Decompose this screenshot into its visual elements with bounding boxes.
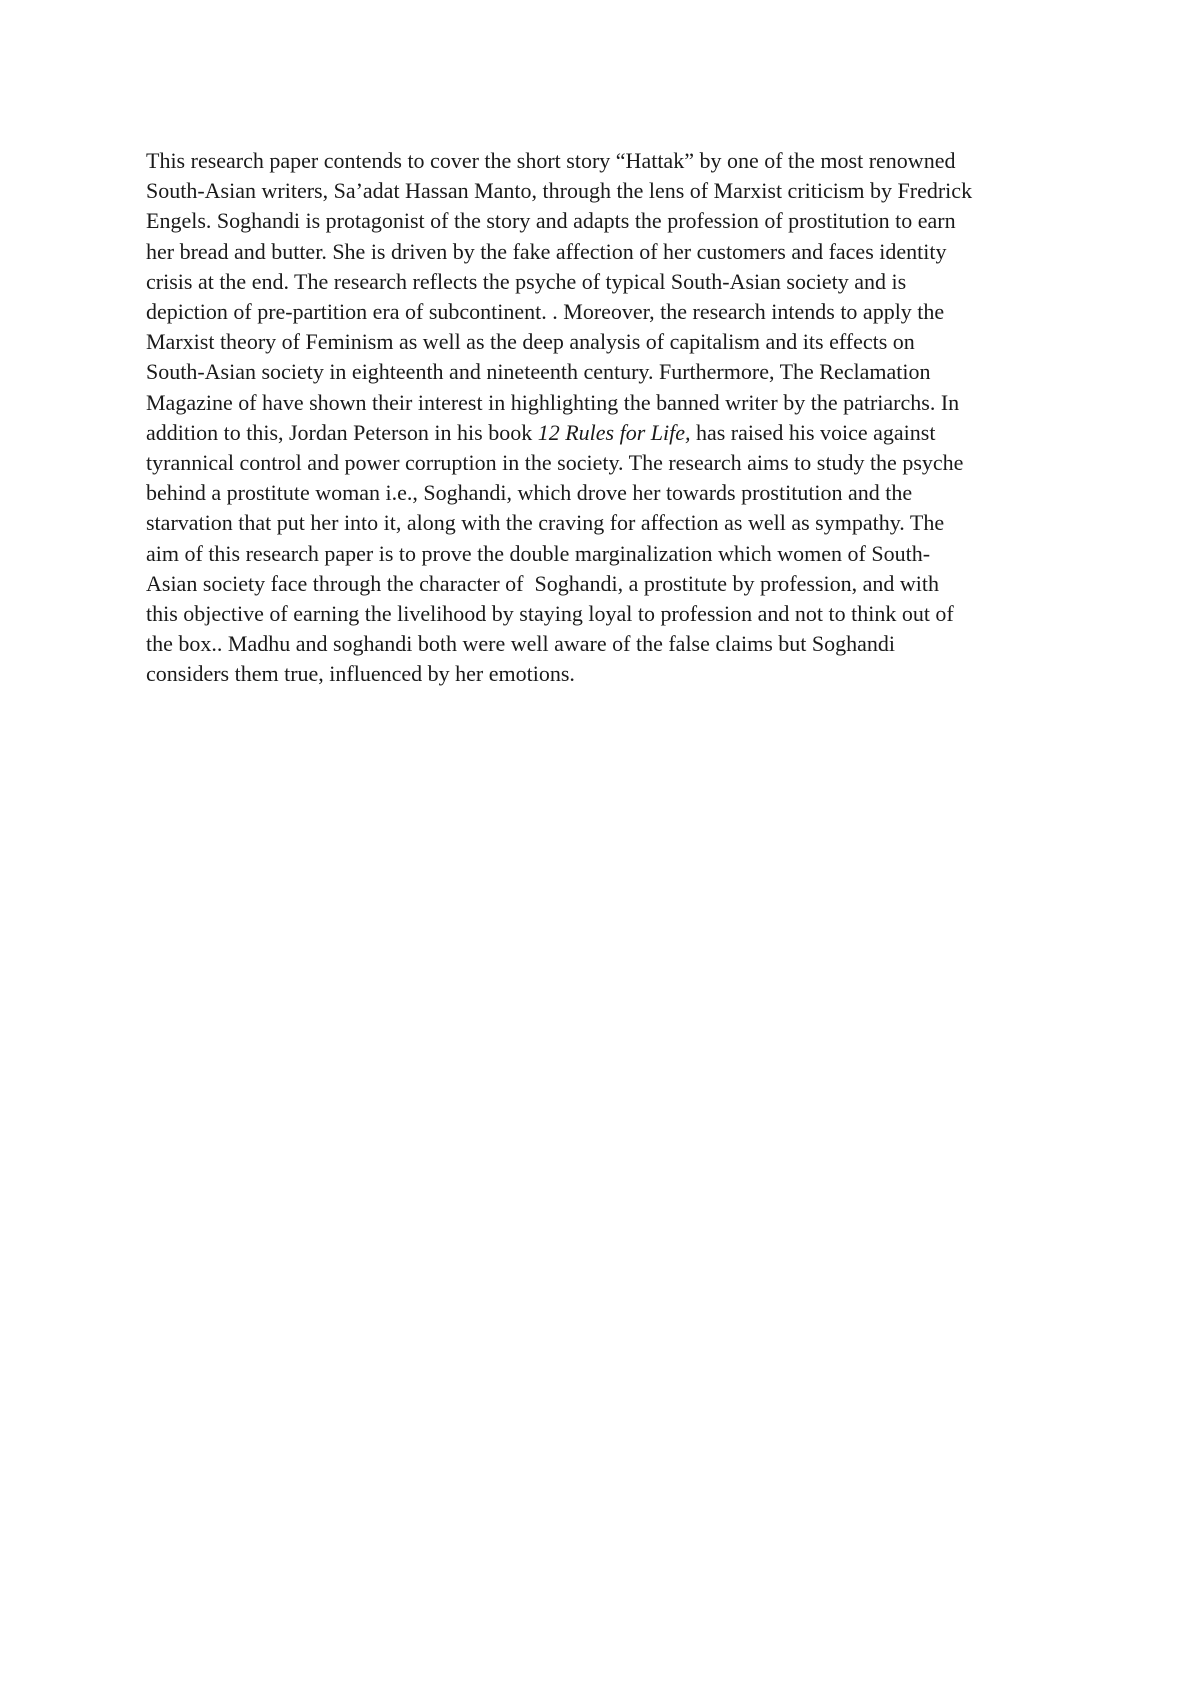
text-line: her bread and butter. She is driven by the fake affection of her customers and faces identity (146, 238, 947, 264)
text-line: aim of this research paper is to prove the double marginalization which women of South- (146, 540, 931, 566)
text-line: This research paper contends to cover the short story “Hattak” by one of the most renowned (146, 148, 956, 173)
text-line: South-Asian writers, Sa’adat Hassan Manto, through the lens of Marxist criticism by Fredrick (146, 178, 973, 204)
text-line: considers them true, influenced by her emotions. (146, 661, 575, 687)
text-line: Marxist theory of Feminism as well as the deep analysis of capitalism and its effects on (146, 329, 915, 355)
text-line: depiction of pre-partition era of subcontinent. . Moreover, the research intends to apply the (146, 299, 945, 325)
text-segment: has raised his voice against (690, 419, 936, 445)
text-line: starvation that put her into it, along with the craving for affection as well as sympathy. The (146, 510, 945, 536)
abstract-paragraph (146, 146, 1076, 690)
text-line: Engels. Soghandi is protagonist of the story and adapts the profession of prostitution to earn (146, 208, 956, 234)
text-line: tyrannical control and power corruption in the society. The research aims to study the psyche (146, 450, 964, 476)
text-line: South-Asian society in eighteenth and nineteenth century. Furthermore, The Reclamation (146, 359, 931, 385)
text-line: behind a prostitute woman i.e., Soghandi, which drove her towards prostitution and the (146, 480, 913, 506)
text-line: the box.. Madhu and soghandi both were well aware of the false claims but Soghandi (146, 631, 896, 657)
text-line: crisis at the end. The research reflects the psyche of typical South-Asian society and is (146, 268, 907, 294)
book-title: 12 Rules for Life, (537, 419, 691, 445)
text-line-with-book-title (146, 418, 1076, 448)
text-line: this objective of earning the livelihood by staying loyal to profession and not to think out of (146, 601, 954, 627)
text-line: Magazine of have shown their interest in highlighting the banned writer by the patriarchs. In (146, 389, 960, 415)
text-line: Asian society face through the character of Soghandi, a prostitute by profession, and with (146, 570, 939, 596)
text-segment: addition to this, Jordan Peterson in his book (146, 419, 538, 445)
